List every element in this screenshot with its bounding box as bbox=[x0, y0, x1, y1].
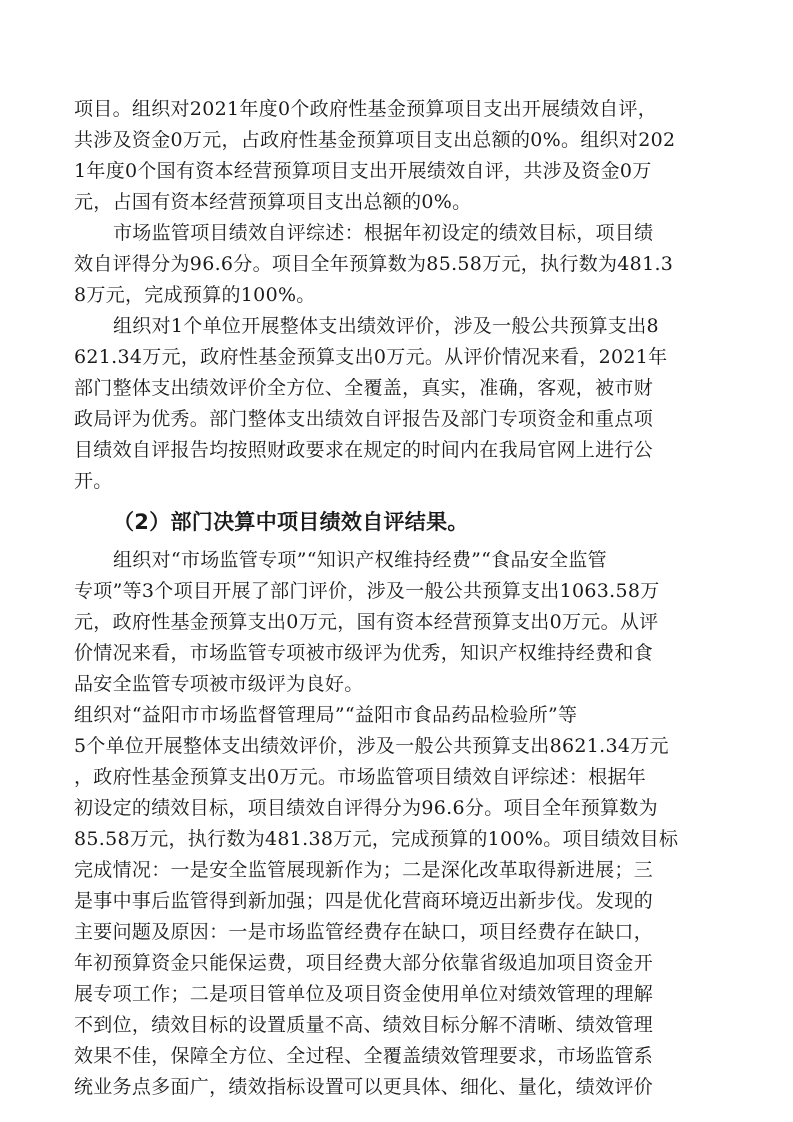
text-line: 价情况来看，市场监管专项被市级评为优秀，知识产权维持经费和食 bbox=[74, 642, 654, 664]
text-line: 初设定的绩效目标，项目绩效自评得分为96.6分。项目全年预算数为 bbox=[74, 797, 658, 819]
text-line: 主要问题及原因：一是市场监管经费存在缺口，项目经费存在缺口， bbox=[74, 921, 654, 943]
text-line: 开。 bbox=[74, 470, 113, 492]
section-heading: （2）部门决算中项目绩效自评结果。 bbox=[113, 510, 469, 534]
text-line: 效果不佳，保障全方位、全过程、全覆盖绩效管理要求，市场监管系 bbox=[74, 1045, 654, 1067]
text-line: 621.34万元，政府性基金预算支出0万元。从评价情况来看，2021年 bbox=[74, 346, 668, 368]
text-line: 政局评为优秀。部门整体支出绩效自评报告及部门专项资金和重点项 bbox=[74, 408, 654, 430]
text-line: 5个单位开展整体支出绩效评价，涉及一般公共预算支出8621.34万元 bbox=[74, 735, 669, 757]
text-line: 组织对“市场监管专项”“知识产权维持经费”“食品安全监管 bbox=[113, 549, 607, 571]
text-line: 项目。组织对2021年度0个政府性基金预算项目支出开展绩效自评， bbox=[74, 98, 658, 120]
text-line: 品安全监管专项被市级评为良好。 bbox=[74, 673, 364, 695]
text-line: 元，政府性基金预算支出0万元，国有资本经营预算支出0万元。从评 bbox=[74, 611, 659, 633]
text-line: 85.58万元，执行数为481.38万元，完成预算的100%。项目绩效目标 bbox=[74, 828, 679, 850]
text-line: 8万元，完成预算的100%。 bbox=[74, 284, 316, 306]
text-line: 共涉及资金0万元，占政府性基金预算项目支出总额的0%。组织对202 bbox=[74, 129, 676, 151]
text-line: 专项”等3个项目开展了部门评价，涉及一般公共预算支出1063.58万 bbox=[74, 580, 660, 602]
text-line: 统业务点多面广，绩效指标设置可以更具体、细化、量化，绩效评价 bbox=[74, 1076, 654, 1098]
text-line: 是事中事后监管得到新加强；四是优化营商环境迈出新步伐。发现的 bbox=[74, 890, 654, 912]
text-line: 市场监管项目绩效自评综述：根据年初设定的绩效目标，项目绩 bbox=[113, 222, 654, 244]
text-line: 元，占国有资本经营预算项目支出总额的0%。 bbox=[74, 191, 472, 213]
text-line: 目绩效自评报告均按照财政要求在规定的时间内在我局官网上进行公 bbox=[74, 439, 654, 461]
text-line: 完成情况：一是安全监管展现新作为；二是深化改革取得新进展；三 bbox=[74, 859, 654, 881]
text-line: 组织对“益阳市市场监督管理局”“益阳市食品药品检验所”等 bbox=[74, 704, 578, 726]
text-line: 年初预算资金只能保运费，项目经费大部分依靠省级追加项目资金开 bbox=[74, 952, 654, 974]
text-line: 组织对1个单位开展整体支出绩效评价，涉及一般公共预算支出8 bbox=[113, 315, 659, 337]
text-line: 展专项工作；二是项目管单位及项目资金使用单位对绩效管理的理解 bbox=[74, 983, 654, 1005]
text-line: ，政府性基金预算支出0万元。市场监管项目绩效自评综述：根据年 bbox=[74, 766, 647, 788]
text-line: 部门整体支出绩效评价全方位、全覆盖，真实，准确，客观，被市财 bbox=[74, 377, 654, 399]
text-line: 1年度0个国有资本经营预算项目支出开展绩效自评，共涉及资金0万 bbox=[74, 160, 652, 182]
text-line: 不到位，绩效目标的设置质量不高、绩效目标分解不清晰、绩效管理 bbox=[74, 1014, 654, 1036]
text-line: 效自评得分为96.6分。项目全年预算数为85.58万元，执行数为481.3 bbox=[74, 253, 674, 275]
